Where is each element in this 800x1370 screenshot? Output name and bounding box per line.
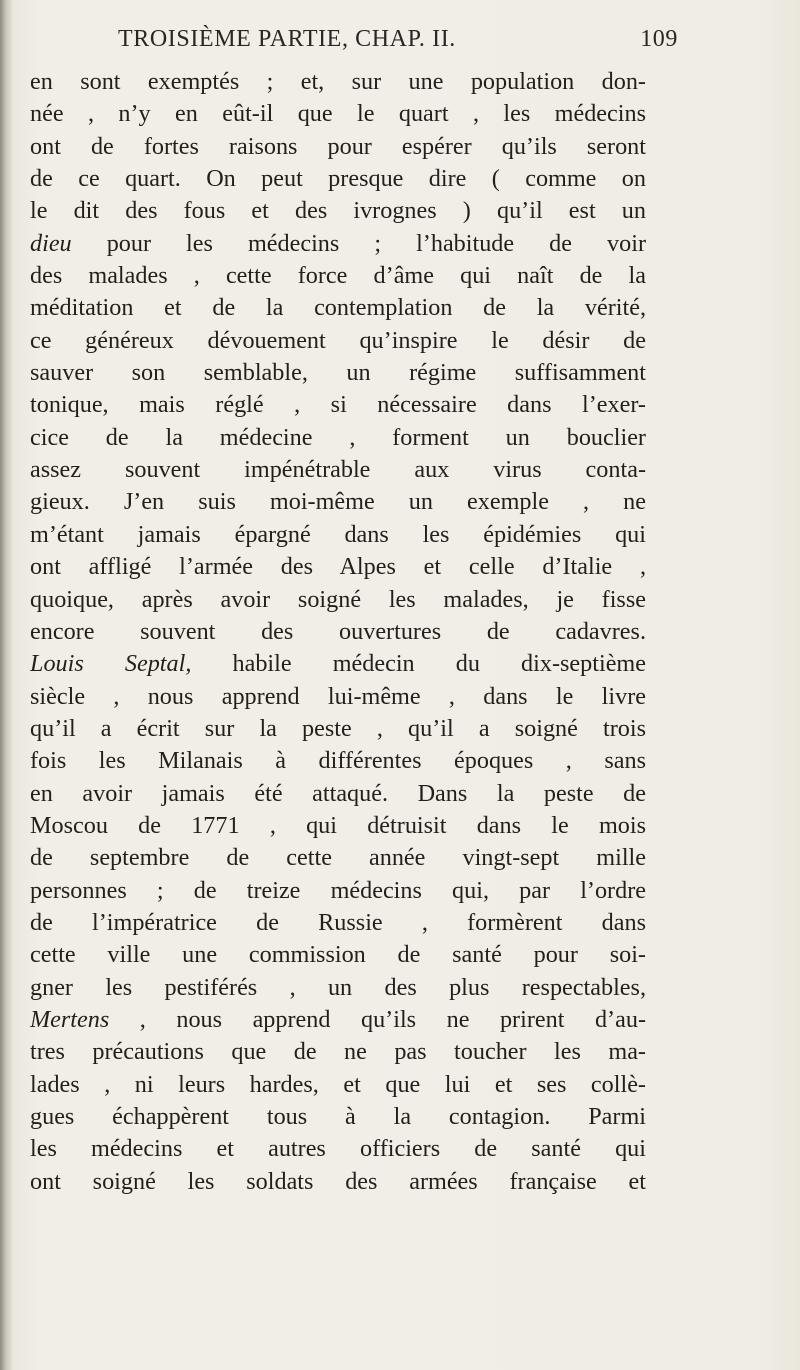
text-line: cice de la médecine , forment un bouclier [30,423,646,451]
text-line: des malades , cette force d’âme qui naît de la [30,262,646,290]
text-line: de ce quart. On peut presque dire ( comme on [30,165,646,193]
text-line: Moscou de 1771 , qui détruisit dans le mois [30,811,646,839]
text-line: gieux. J’en suis moi-même un exemple , ne [30,488,646,516]
text-line: sauver son semblable, un régime suffisamment [30,359,646,387]
text-line: ont de fortes raisons pour espérer qu’ils seront [30,132,646,160]
page-number: 109 [640,26,678,52]
text-line: de l’impératrice de Russie , formèrent dans [30,908,646,936]
text-line: cette ville une commission de santé pour soi- [30,941,646,969]
text-line [30,1004,646,1036]
text-line: ce généreux dévouement qu’inspire le désir de [30,326,646,354]
text-line: personnes ; de treize médecins qui, par l’ordre [30,876,646,904]
text-line: m’étant jamais épargné dans les épidémies qui [30,520,646,548]
text-line: assez souvent impénétrable aux virus conta- [30,456,646,484]
text-line: née , n’y en eût-il que le quart , les médecins [30,100,646,128]
text-line-rest: pour les médecins ; l’habitude de voir [71,229,646,257]
text-line: méditation et de la contemplation de la vérité, [30,294,646,322]
text-line: gner les pestiférés , un des plus respectables, [30,973,646,1001]
text-line: le dit des fous et des ivrognes ) qu’il est un [30,197,646,225]
text-line: ont affligé l’armée des Alpes et celle d’Italie , [30,553,646,581]
text-line: quoique, après avoir soigné les malades, je fisse [30,585,646,613]
text-line: tres précautions que de ne pas toucher les ma- [30,1038,646,1066]
text-line: de septembre de cette année vingt-sept mille [30,844,646,872]
text-line: gues échappèrent tous à la contagion. Parmi [30,1103,646,1130]
italic-name-mertens: Mertens [30,1005,110,1033]
text-line [30,228,646,260]
italic-word-dieu: dieu [30,229,72,257]
text-line: qu’il a écrit sur la peste , qu’il a soigné trois [30,714,646,742]
text-line: siècle , nous apprend lui-même , dans le livre [30,682,646,710]
body-text [30,66,646,1198]
text-line [30,648,646,680]
text-line-rest: habile médecin du dix-septième [191,650,646,678]
italic-name-louis-septal: Louis Septal, [30,650,192,678]
text-line: les médecins et autres officiers de santé qui [30,1135,646,1163]
text-line: lades , ni leurs hardes, et que lui et ses collè- [30,1070,646,1098]
running-title: TROISIÈME PARTIE, CHAP. II. [118,26,456,52]
page-gutter-shadow [0,0,12,1370]
running-header [118,26,678,60]
text-line: en sont exemptés ; et, sur une population don- [30,68,646,95]
text-line: ont soigné les soldats des armées française et [30,1167,646,1195]
text-line: en avoir jamais été attaqué. Dans la peste de [30,779,646,807]
text-line-rest: , nous apprend qu’ils ne prirent d’au- [109,1005,646,1033]
text-line: encore souvent des ouvertures de cadavres. [30,617,646,645]
text-line: tonique, mais réglé , si nécessaire dans l’exer- [30,391,646,419]
text-line: fois les Milanais à différentes époques , sans [30,747,646,775]
